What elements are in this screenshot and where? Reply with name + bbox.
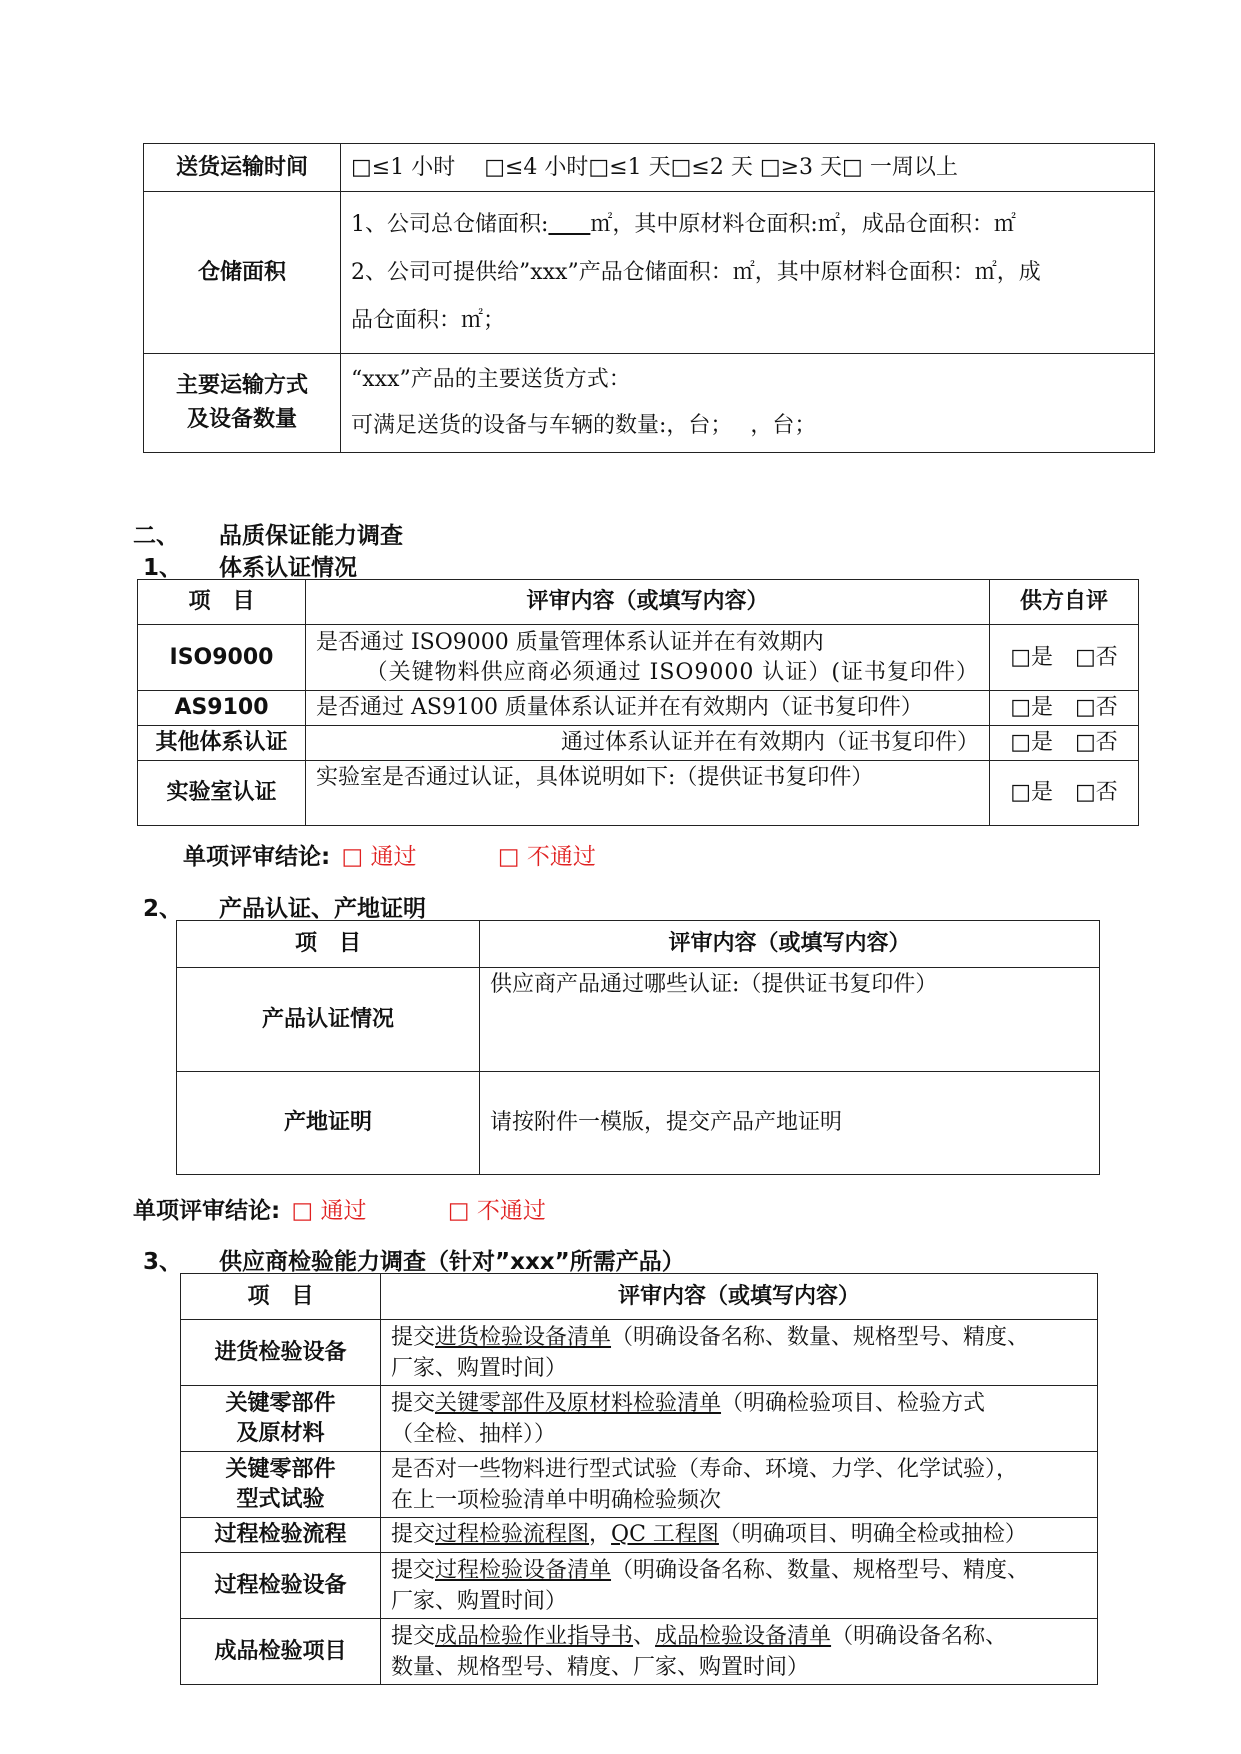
inspection-item: 关键零部件 及原材料 xyxy=(181,1386,381,1452)
origin-cert-content: 请按附件一模版，提交产品产地证明 xyxy=(480,1072,1100,1175)
product-cert-item: 产品认证情况 xyxy=(177,968,480,1072)
col-header-content: 评审内容（或填写内容） xyxy=(306,580,990,625)
transport-mode-label: 主要运输方式 及设备数量 xyxy=(144,354,341,453)
inspection-table xyxy=(180,1273,1098,1685)
col-header-item: 项 目 xyxy=(177,921,480,968)
col-header-item: 项 目 xyxy=(181,1274,381,1320)
product-cert-table xyxy=(176,920,1100,1175)
sub2-conclusion: 单项评审结论: □ 通过 □ 不通过 xyxy=(133,1198,546,1224)
storage-line-2: 2、公司可提供给”xxx”产品仓储面积：㎡，其中原材料仓面积：㎡，成 xyxy=(351,259,1041,285)
col-header-content: 评审内容（或填写内容） xyxy=(381,1274,1098,1320)
cert-content: 是否通过 ISO9000 质量管理体系认证并在有效期内 （关键物料供应商必须通过 ISO9000 认证）(证书复印件） xyxy=(306,625,990,691)
cert-item: 实验室认证 xyxy=(138,761,306,826)
sub3-heading: 3、 供应商检验能力调查（针对”xxx”所需产品） xyxy=(143,1249,685,1275)
col-header-item: 项 目 xyxy=(138,580,306,625)
sub1-conclusion: 单项评审结论: □ 通过 □ 不通过 xyxy=(183,844,596,870)
cert-eval-checkbox[interactable]: □是 □否 xyxy=(990,761,1139,826)
storage-area-content xyxy=(341,192,1155,354)
col-header-self-eval: 供方自评 xyxy=(990,580,1139,625)
pass-checkbox[interactable]: □ 通过 xyxy=(341,844,417,870)
inspection-item: 过程检验设备 xyxy=(181,1553,381,1619)
inspection-content: 提交成品检验作业指导书、成品检验设备清单（明确设备名称、 数量、规格型号、精度、厂家、购置时间） xyxy=(381,1619,1098,1685)
storage-area-label: 仓储面积 xyxy=(144,192,341,354)
inspection-item: 过程检验流程 xyxy=(181,1518,381,1553)
certification-table xyxy=(137,579,1139,826)
inspection-content: 提交关键零部件及原材料检验清单（明确检验项目、检验方式 （全检、抽样）） xyxy=(381,1386,1098,1452)
cert-content: 通过体系认证并在有效期内（证书复印件） xyxy=(306,726,990,761)
inspection-item: 进货检验设备 xyxy=(181,1320,381,1386)
cert-eval-checkbox[interactable]: □是 □否 xyxy=(990,625,1139,691)
inspection-content: 是否对一些物料进行型式试验（寿命、环境、力学、化学试验）， 在上一项检验清单中明确检验频次 xyxy=(381,1452,1098,1518)
cert-item: 其他体系认证 xyxy=(138,726,306,761)
cert-eval-checkbox[interactable]: □是 □否 xyxy=(990,726,1139,761)
product-cert-content: 供应商产品通过哪些认证:（提供证书复印件） xyxy=(480,968,1100,1072)
transport-time-options: □≤1 小时 □≤4 小时□≤1 天□≤2 天 □≥3 天□ 一周以上 xyxy=(341,144,1155,192)
origin-cert-item: 产地证明 xyxy=(177,1072,480,1175)
cert-item: ISO9000 xyxy=(138,625,306,691)
storage-line-1: 1、公司总仓储面积: ㎡，其中原材料仓面积:㎡，成品仓面积：㎡ xyxy=(351,211,1016,237)
inspection-content: 提交进货检验设备清单（明确设备名称、数量、规格型号、精度、 厂家、购置时间） xyxy=(381,1320,1098,1386)
logistics-table xyxy=(143,143,1155,453)
transport-time-label: 送货运输时间 xyxy=(144,144,341,192)
cert-item: AS9100 xyxy=(138,691,306,726)
col-header-content: 评审内容（或填写内容） xyxy=(480,921,1100,968)
sub2-heading: 2、 产品认证、产地证明 xyxy=(143,896,426,922)
fail-checkbox[interactable]: □ 不通过 xyxy=(447,1198,546,1224)
inspection-content: 提交过程检验流程图，QC 工程图（明确项目、明确全检或抽检） xyxy=(381,1518,1098,1553)
cert-content: 实验室是否通过认证，具体说明如下:（提供证书复印件） xyxy=(306,761,990,826)
cert-eval-checkbox[interactable]: □是 □否 xyxy=(990,691,1139,726)
inspection-item: 成品检验项目 xyxy=(181,1619,381,1685)
transport-mode-content: “xxx”产品的主要送货方式： 可满足送货的设备与车辆的数量:，台； ，台； xyxy=(341,354,1155,453)
pass-checkbox[interactable]: □ 通过 xyxy=(291,1198,367,1224)
section-heading: 二、 品质保证能力调查 xyxy=(133,523,403,549)
inspection-content: 提交过程检验设备清单（明确设备名称、数量、规格型号、精度、 厂家、购置时间） xyxy=(381,1553,1098,1619)
fail-checkbox[interactable]: □ 不通过 xyxy=(497,844,596,870)
cert-content: 是否通过 AS9100 质量体系认证并在有效期内（证书复印件） xyxy=(306,691,990,726)
storage-line-3: 品仓面积：㎡； xyxy=(351,307,506,333)
sub1-heading: 1、 体系认证情况 xyxy=(143,555,357,581)
inspection-item: 关键零部件 型式试验 xyxy=(181,1452,381,1518)
